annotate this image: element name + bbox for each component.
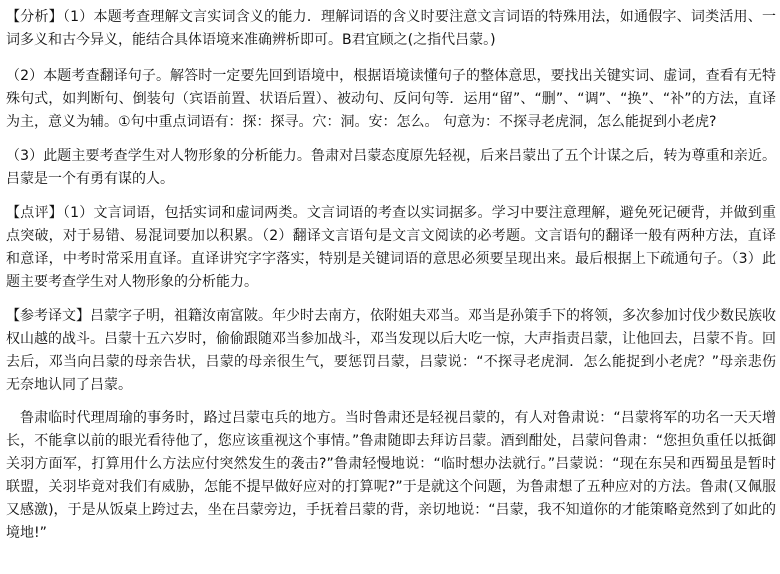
reference-translation-paragraph-1: 【参考译文】吕蒙字子明，祖籍汝南富陂。年少时去南方，依附姐夫邓当。邓当是孙策手下的将领，多次参加讨伐少数民族收权山越的战斗。吕蒙十五六岁时，偷偷跟随邓当参加战斗，邓当发现以后大吃一惊，大声指责吕蒙，让他回去，吕蒙不肯。回去后，邓当向吕蒙的母亲告状，吕蒙的母亲很生气，要惩罚吕蒙，吕蒙说：“不探寻老虎洞．怎么能捉到小老虎？”母亲悲伤无奈地认同了吕蒙。: [6, 308, 776, 393]
reference-translation-paragraph-2: 鲁肃临时代理周瑜的事务时，路过吕蒙屯兵的地方。当时鲁肃还是轻视吕蒙的，有人对鲁肃说：“吕蒙将军的功名一天天增长，不能拿以前的眼光看待他了，您应该重视这个事情。”鲁肃随即去拜访吕蒙。酒到酣处，吕蒙问鲁肃：“您担负重任以抵御关羽方面军，打算用什么方法应付突然发生的袭击?”鲁肃轻慢地说：“临时想办法就行。”吕蒙说：“现在东吴和西蜀虽是暂时联盟，关羽毕竟对我们有威胁，怎能不提早做好应对的打算呢?”于是就这个问题，为鲁肃想了五种应对的方法。鲁肃(又佩服又感激)，于是从饭桌上跨过去，坐在吕蒙旁边，手抚着吕蒙的背，亲切地说：“吕蒙，我不知道你的才能策略竟然到了如此的境地!”: [6, 410, 776, 541]
analysis-paragraph-3: （3）此题主要考查学生对人物形象的分析能力。鲁肃对吕蒙态度原先轻视，后来吕蒙出了五个计谋之后，转为尊重和亲近。吕蒙是一个有勇有谋的人。: [6, 148, 776, 187]
comment-paragraph: 【点评】（1）文言词语，包括实词和虚词两类。文言词语的考查以实词据多。学习中要注意理解，避免死记硬背，并做到重点突破，对于易错、易混词要加以积累。（2）翻译文言语句是文言文阅读的必考题。文言语句的翻译一般有两种方法，直译和意译，中考时常采用直译。直译讲究字字落实，特别是关键词语的意思必须要呈现出来。最后根据上下疏通句子。（3）此题主要考查学生对人物形象的分析能力。: [6, 205, 776, 290]
analysis-paragraph-1: 【分析】（1）本题考查理解文言实词含义的能力．理解词语的含义时要注意文言词语的特殊用法，如通假字、词类活用、一词多义和古今异义，能结合具体语境来准确辨析即可。B君宜顾之(之指代吕蒙。): [6, 9, 776, 48]
analysis-paragraph-2: （2）本题考查翻译句子。解答时一定要先回到语境中，根据语境读懂句子的整体意思，要找出关键实词、虚词，查看有无特殊句式，如判断句、倒装句（宾语前置、状语后置）、被动句、反问句等．运用“留”、“删”、“调”、“换”、“补”的方法，直译为主，意义为辅。①句中重点词语有：探：探寻。穴：洞。安：怎么。 句意为：不探寻老虎洞，怎么能捉到小老虎?: [6, 68, 776, 130]
